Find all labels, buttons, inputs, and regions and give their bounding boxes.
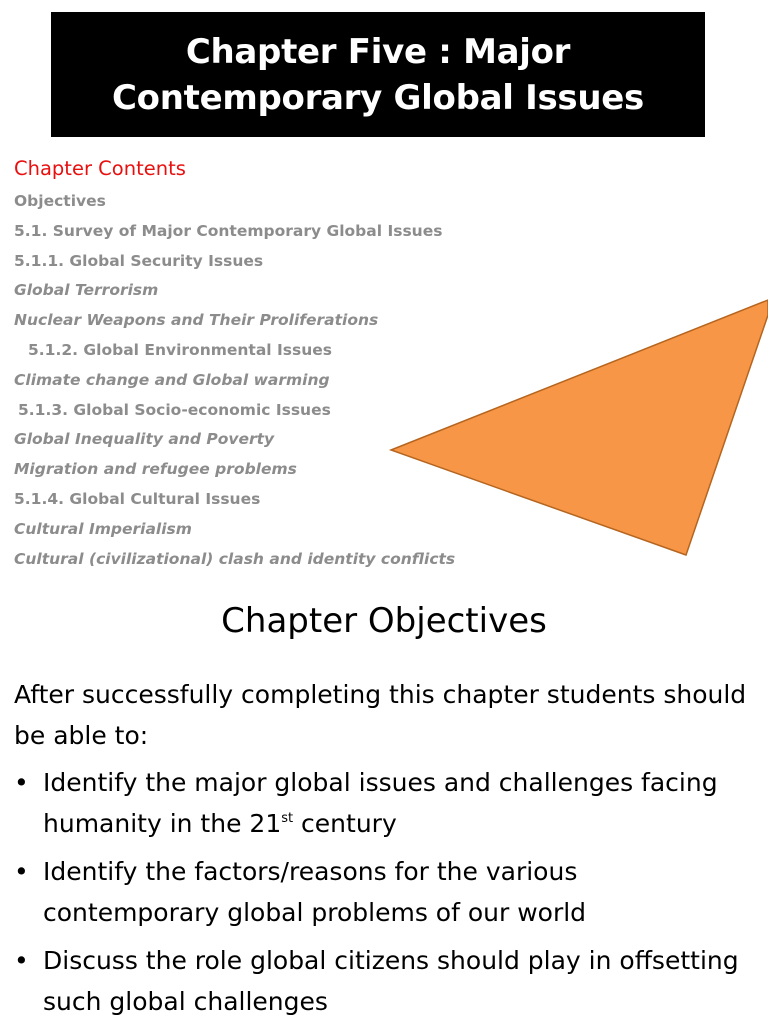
objectives-bullet-list bbox=[14, 762, 754, 1029]
chapter-objectives-title: Chapter Objectives bbox=[221, 601, 547, 641]
chapter-contents-heading: Chapter Contents bbox=[14, 157, 186, 180]
objective-text: Discuss the role global citizens should play in offsetting such global challenges bbox=[43, 946, 739, 1016]
objective-bullet bbox=[14, 940, 754, 1022]
objective-bullet bbox=[14, 851, 754, 933]
contents-item: 5.1. Survey of Major Contemporary Global Issues bbox=[14, 221, 443, 240]
contents-item: Cultural (civilizational) clash and identity conflicts bbox=[14, 549, 456, 568]
contents-item: Nuclear Weapons and Their Proliferations bbox=[14, 311, 379, 330]
contents-item: Global Terrorism bbox=[14, 281, 159, 300]
contents-item: 5.1.4. Global Cultural Issues bbox=[14, 489, 261, 508]
bullet-icon: • bbox=[14, 857, 29, 886]
objective-bullet bbox=[14, 762, 754, 844]
contents-item: Migration and refugee problems bbox=[14, 460, 297, 479]
objectives-intro: After successfully completing this chapter students should be able to: bbox=[14, 680, 747, 750]
bullet-icon: • bbox=[14, 768, 29, 797]
contents-item: 5.1.3. Global Socio-economic Issues bbox=[18, 400, 331, 419]
bullet-icon: • bbox=[14, 946, 29, 975]
contents-item: Climate change and Global warming bbox=[14, 370, 330, 389]
contents-item: 5.1.2. Global Environmental Issues bbox=[28, 340, 332, 359]
ordinal-suffix: st bbox=[281, 811, 294, 826]
objective-text-end: century bbox=[293, 809, 397, 838]
objective-text-start: Identify the major global issues and challenges facing humanity in the 21 bbox=[43, 768, 718, 838]
contents-item: Cultural Imperialism bbox=[14, 519, 192, 538]
title-line-2: Contemporary Global Issues bbox=[112, 77, 644, 118]
objective-text: Identify the factors/reasons for the various contemporary global problems of our world bbox=[43, 857, 587, 927]
contents-item: 5.1.1. Global Security Issues bbox=[14, 251, 264, 270]
contents-item: Global Inequality and Poverty bbox=[14, 430, 275, 449]
contents-item: Objectives bbox=[14, 192, 106, 210]
title-line-1: Chapter Five : Major bbox=[185, 31, 571, 72]
